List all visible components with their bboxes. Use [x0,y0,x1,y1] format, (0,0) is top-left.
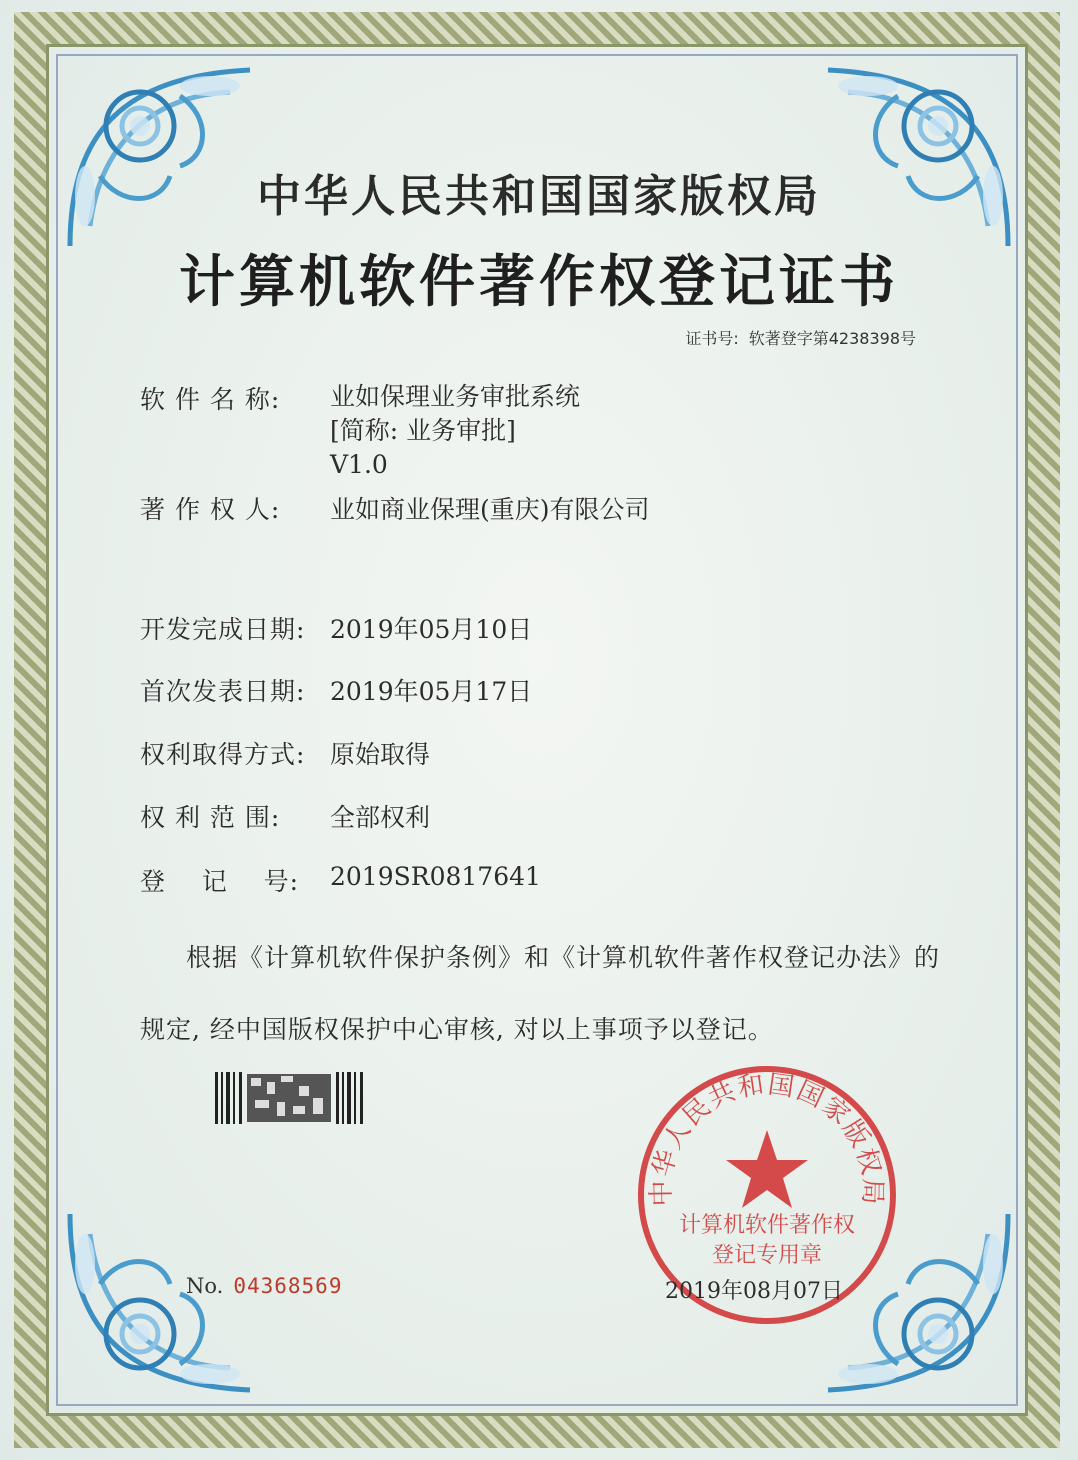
reg-no-label: 登 记 号: [140,867,299,896]
serial-value: 04368569 [233,1274,343,1298]
field-software-name [140,380,580,482]
issue-date: 2019年08月07日 [665,1279,843,1304]
acquire-value: 原始取得 [330,740,431,769]
statement-line-2: 规定, 经中国版权保护中心审核, 对以上事项予以登记。 [140,1015,774,1044]
serial-number [186,1274,342,1298]
reg-no-value: 2019SR0817641 [330,862,541,891]
seal-line-2: 登记专用章 [711,1243,822,1268]
seal-line-1: 计算机软件著作权 [678,1213,855,1238]
software-name-label: 软 件 名 称: [140,385,281,414]
barcode-icon [215,1072,367,1124]
corner-ornament-icon [788,56,1018,256]
pub-date-value: 2019年05月17日 [330,677,533,706]
serial-label: No. [186,1274,224,1298]
scope-value: 全部权利 [330,803,431,832]
owner-label: 著 作 权 人: [140,495,281,524]
certificate-number-label: 证书号: [685,329,739,348]
scope-label: 权 利 范 围: [140,803,281,832]
certificate-title: 计算机软件著作权登记证书 [179,250,899,315]
corner-ornament-icon [60,56,290,256]
seal-arc-text: 中华人民共和国国家版权局 [646,1069,888,1207]
software-version-line: V1.0 [330,450,388,479]
certificate-number [675,326,916,349]
pub-date-label: 首次发表日期: [140,677,306,706]
field-owner [140,490,650,526]
field-pub-date [140,672,532,708]
field-dev-date [140,610,532,646]
corner-ornament-icon [60,1204,290,1404]
certificate-number-value: 软著登字第4238398号 [748,329,916,348]
field-reg-no [140,862,541,898]
seal-star-icon [726,1130,808,1208]
field-acquire [140,735,430,771]
dev-date-value: 2019年05月10日 [330,615,533,644]
issuing-authority: 中华人民共和国国家版权局 [257,171,821,222]
software-name-value [330,380,580,482]
field-scope [140,798,430,834]
acquire-label: 权利取得方式: [140,740,306,769]
statement-line-1: 根据《计算机软件保护条例》和《计算机软件著作权登记办法》的 [186,943,941,972]
software-abbr-line: [简称: 业务审批] [330,416,516,445]
software-name-line: 业如保理业务审批系统 [330,382,581,411]
dev-date-label: 开发完成日期: [140,615,306,644]
owner-value: 业如商业保理(重庆)有限公司 [330,495,650,524]
